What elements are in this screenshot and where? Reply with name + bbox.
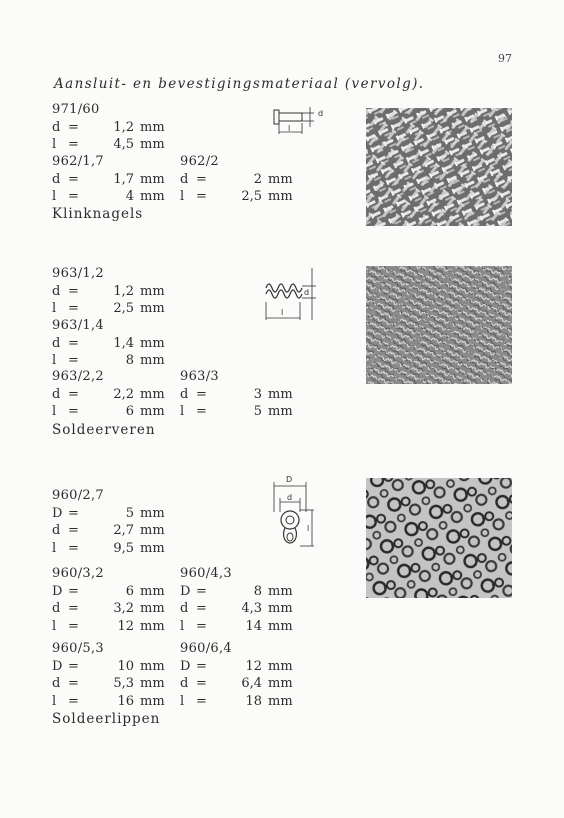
spec-963-1-2 (52, 265, 165, 318)
spec-962-2 (180, 153, 293, 206)
spec-row: d = 2,2 mm (52, 386, 165, 402)
spec-row: l = 4,5 mm (52, 137, 165, 152)
spec-row: D = 8 mm (180, 583, 293, 599)
spec-960-2-7 (52, 487, 165, 557)
page-number: 97 (498, 52, 512, 65)
spec-row: l = 2,5 mm (52, 301, 165, 316)
spec-row: d = 1,2 mm (52, 119, 165, 135)
spec-960-6-4 (180, 640, 293, 710)
section-label-soldeerveren: Soldeerveren (52, 422, 156, 438)
spec-960-3-2 (52, 565, 165, 635)
spec-971-60 (52, 101, 165, 154)
spec-code: 960/4,3 (180, 566, 232, 581)
spec-row: d = 1,2 mm (52, 283, 165, 299)
rivets-photo (366, 108, 512, 226)
spec-963-2-2 (52, 368, 165, 421)
spec-code: 971/60 (52, 102, 100, 117)
spec-962-1-7 (52, 153, 165, 206)
diagram-label-l: l (288, 124, 291, 133)
spec-row: D = 10 mm (52, 658, 165, 674)
diagram-label-d: d (318, 109, 324, 118)
spec-row: d = 2 mm (180, 171, 293, 187)
spec-row: l = 18 mm (180, 693, 293, 709)
spec-row: l = 5 mm (180, 404, 293, 419)
spec-row: l = 4 mm (52, 189, 165, 204)
spec-row: l = 16 mm (52, 693, 165, 709)
spec-row: d = 4,3 mm (180, 601, 293, 616)
section-label-soldeerlippen: Soldeerlippen (52, 711, 161, 727)
spec-row: d = 3,2 mm (52, 601, 165, 616)
springs-photo (366, 266, 512, 384)
spec-code: 960/2,7 (52, 488, 104, 503)
spec-963-1-4 (52, 317, 165, 370)
spec-code: 960/3,2 (52, 566, 104, 581)
rivet-diagram (266, 104, 336, 140)
spring-diagram (262, 268, 324, 326)
spec-row: d = 3 mm (180, 386, 293, 402)
solder-lug-diagram (270, 472, 320, 550)
spec-row: d = 6,4 mm (180, 676, 293, 691)
page-heading: Aansluit- en bevestigingsmateriaal (vervolg). (54, 76, 425, 92)
spec-row: l = 12 mm (52, 618, 165, 634)
spec-code: 962/2 (180, 154, 219, 169)
spec-code: 963/1,2 (52, 266, 104, 281)
spec-code: 963/2,2 (52, 369, 104, 384)
spec-row: d = 2,7 mm (52, 523, 165, 538)
spec-row: d = 1,4 mm (52, 335, 165, 351)
solder-lugs-photo (366, 478, 512, 598)
spec-code: 963/1,4 (52, 318, 104, 333)
spec-963-3 (180, 368, 293, 421)
spec-960-5-3 (52, 640, 165, 710)
spec-row: l = 6 mm (52, 404, 165, 419)
section-label-klinknagels: Klinknagels (52, 206, 144, 222)
diagram-label-d: d (287, 493, 293, 502)
diagram-label-D: D (286, 475, 293, 484)
spec-row: l = 9,5 mm (52, 540, 165, 556)
spec-code: 960/6,4 (180, 641, 232, 656)
spec-row: l = 2,5 mm (180, 189, 293, 204)
spec-code: 960/5,3 (52, 641, 104, 656)
spec-row: d = 5,3 mm (52, 676, 165, 691)
spec-row: D = 5 mm (52, 505, 165, 521)
spec-row: D = 6 mm (52, 583, 165, 599)
spec-row: D = 12 mm (180, 658, 293, 674)
spec-code: 963/3 (180, 369, 219, 384)
spec-row: l = 8 mm (52, 353, 165, 368)
diagram-label-l: l (307, 524, 310, 533)
diagram-label-l: l (281, 308, 284, 317)
spec-row: d = 1,7 mm (52, 171, 165, 187)
spec-row: l = 14 mm (180, 618, 293, 634)
spec-960-4-3 (180, 565, 293, 635)
diagram-label-d: d (304, 288, 310, 297)
spec-code: 962/1,7 (52, 154, 104, 169)
